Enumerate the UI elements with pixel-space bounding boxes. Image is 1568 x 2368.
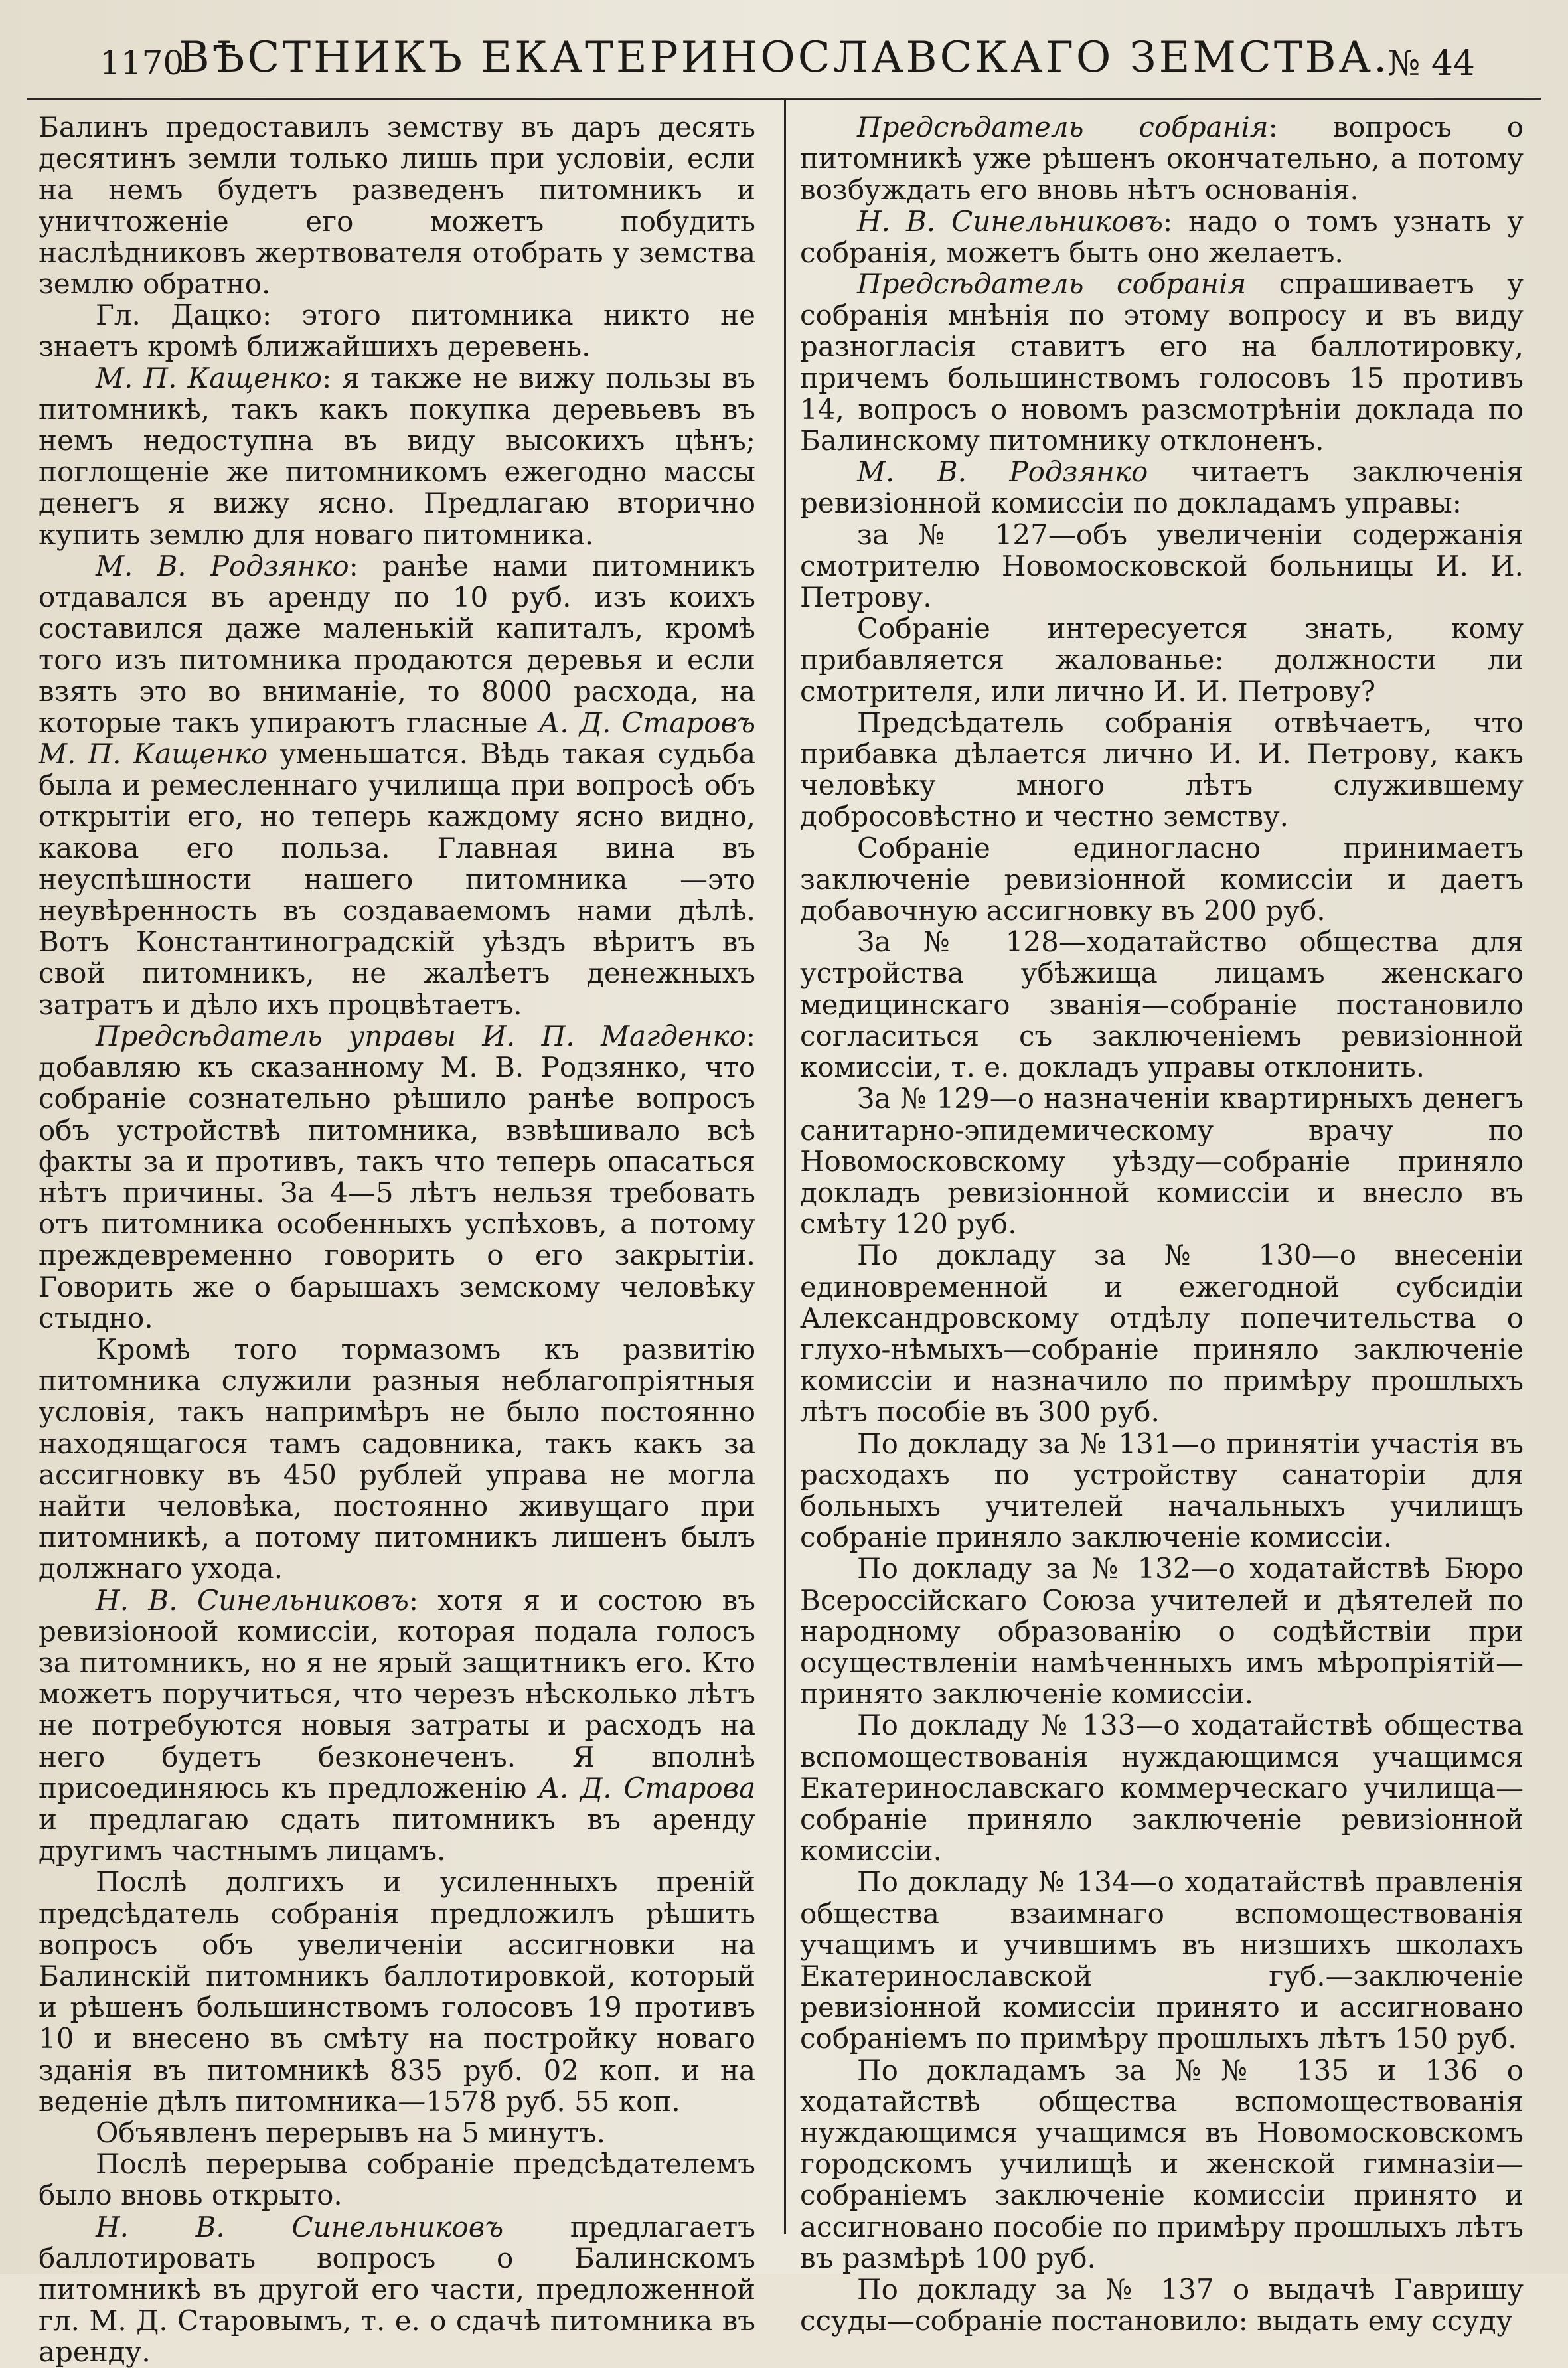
cited-name: А. Д. Старова <box>538 1771 756 1804</box>
speech-text: : я также не вижу пользы въ питомникѣ, такъ какъ покупка деревьевъ въ немъ недоступна въ виду высокихъ цѣнъ; поглощеніе же питомникомъ ежегодно массы денегъ я вижу ясно. Предлагаю вторично купить землю для новаго питомника. <box>39 361 755 551</box>
paragraph: Балинъ предоставилъ земству въ даръ десять десятинъ земли только лишь при условіи, если на немъ будетъ разведенъ питомникъ и уничтоженіе его можетъ побудить наслѣдниковъ жертвователя отобрать у земства землю обратно. <box>39 111 755 301</box>
paragraph: По докладу № 133—о ходатайствѣ общества вспомоществованія нуждающимся учащимся Екатеринославскаго коммерческаго училища—собраніе приняло заключеніе ревизіонной комиссіи. <box>800 1709 1524 1867</box>
speech-text: : хотя я и состою въ ревизіоноой комиссіи, которая подала голосъ за питомникъ, но я не ярый защитникъ его. Кто можетъ поручиться, что черезъ нѣсколько лѣтъ не потребуются новыя затраты и расходъ на него будетъ безконеченъ. Я вполнѣ присоединяюсь къ предложенію <box>39 1583 755 1804</box>
paragraph: Послѣ долгихъ и усиленныхъ преній предсѣдатель собранія предложилъ рѣшить вопросъ объ увеличеніи ассигновки на Балинскій питомникъ баллотировкой, который и рѣшенъ большинствомъ голосовъ 19 противъ 10 и внесено въ смѣту на постройку новаго зданія въ питомникѣ 835 руб. 02 коп. и на веденіе дѣлъ питомника—1578 руб. 55 коп. <box>39 1865 755 2118</box>
speaker-name: Предсѣдатель управы И. П. Магденко <box>96 1019 746 1052</box>
cited-names: А. Д. Старовъ М. П. Кащенко <box>39 706 756 771</box>
speaker-name: М. В. Родзянко <box>96 549 349 582</box>
speech-text: : ранѣе нами питомникъ отдавался въ аренду по 10 руб. изъ коихъ составился даже маленькій капиталъ, кромѣ того изъ питомника продаются деревья и если взять это во вниманіе, то 8000 расхода, на которые такъ упираютъ гласные <box>39 549 755 739</box>
paragraph <box>39 550 755 1020</box>
paragraph <box>39 299 755 362</box>
journal-title: ВѢСТНИКЪ ЕКАТЕРИНОСЛАВСКАГО ЗЕМСТВА. <box>178 33 1390 82</box>
page-number: 1170 <box>100 44 185 82</box>
left-column <box>39 112 755 2368</box>
paragraph: Кромѣ того тормазомъ къ развитію питомника служили разныя неблагопріятныя условія, такъ напримѣръ не было постоянно находящагося тамъ садовника, такъ какъ за ассигновку въ 450 рублей управа не могла найти человѣка, постоянно живущаго при питомникѣ, а потому питомникъ лишенъ былъ должнаго ухода. <box>39 1332 755 1585</box>
speech-text: читаетъ заключенія ревизіонной комиссіи по докладамъ управы: <box>800 455 1524 520</box>
speech-text: : этого питомника никто не знаетъ кромѣ ближайшихъ деревень. <box>39 299 756 363</box>
paragraph <box>800 206 1524 268</box>
paragraph: По докладу за № 130—о внесеніи единовременной и ежегодной субсидіи Александровскому отдѣлу попечительства о глухо-нѣмыхъ—собраніе приняло заключеніе комиссіи и назначило по примѣру прошлыхъ лѣтъ пособіе въ 300 руб. <box>800 1239 1524 1429</box>
paragraph: Собраніе единогласно принимаетъ заключеніе ревизіонной комиссіи и даетъ добавочную ассигновку въ 200 руб. <box>800 831 1524 927</box>
page-header <box>40 19 1528 98</box>
paragraph: По докладу № 134—о ходатайствѣ правленія общества взаимнаго вспомоществованія учащимъ и учившимъ въ низшихъ школахъ Екатеринославской губ.—заключеніе ревизіонной комиссіи принято и ассигновано собраніемъ по примѣру прошлыхъ лѣтъ 150 руб. <box>800 1865 1524 2055</box>
paragraph: За № 129—о назначеніи квартирныхъ денегъ санитарно-эпидемическому врачу по Новомосковскому уѣзду—собраніе приняло докладъ ревизіонной комиссіи и внесло въ смѣту 120 руб. <box>800 1082 1524 1241</box>
issue-number: № 44 <box>1387 44 1475 84</box>
paragraph <box>39 362 755 550</box>
paragraph: По докладу за № 131—о принятіи участія въ расходахъ по устройству санаторіи для больныхъ учителей начальныхъ училищъ собраніе приняло заключеніе комиссіи. <box>800 1427 1524 1554</box>
speech-text: : надо о томъ узнать у собранія, можетъ быть оно желаетъ. <box>800 204 1524 269</box>
speech-text: уменьшатся. Вѣдь такая судьба была и ремесленнаго училища при вопросѣ объ открытіи его, но теперь каждому ясно видно, какова его польза. Главная вина въ неуспѣшности нашего питомника —это неувѣренность въ создаваемомъ нами дѣлѣ. Вотъ Константиноградскій уѣздъ вѣритъ въ свой питомникъ, не жалѣетъ денежныхъ затратъ и дѣло ихъ процвѣтаетъ. <box>39 738 755 1021</box>
paragraph: По докладу за № 132—о ходатайствѣ Бюро Всероссійскаго Союза учителей и дѣятелей по народному образованію о содѣйствіи при осуществленіи намѣченныхъ имъ мѣропріятій—принято заключеніе комиссіи. <box>800 1552 1524 1711</box>
speech-text: : вопросъ о питомникѣ уже рѣшенъ окончательно, а потому возбуждать его вновь нѣтъ основанія. <box>800 111 1524 206</box>
speaker-name: Н. В. Синельниковъ <box>857 204 1164 238</box>
paragraph: За № 128—ходатайство общества для устройства убѣжища лицамъ женскаго медицинскаго званія—собраніе постановило согласиться съ заключеніемъ ревизіонной комиссіи, т. е. докладъ управы отклонить. <box>800 925 1524 1084</box>
paragraph: По докладамъ за №№ 135 и 136 о ходатайствѣ общества вспомоществованія нуждающимся учащимся въ Новомосковскомъ городскомъ училищѣ и женской гимназіи—собраніемъ заключеніе комиссіи принято и ассигновано пособіе по примѣру прошлыхъ лѣтъ въ размѣрѣ 100 руб. <box>800 2053 1524 2274</box>
speaker-name: Н. В. Синельниковъ <box>96 1583 409 1617</box>
speaker-name: М. П. Кащенко <box>96 361 323 394</box>
paragraph <box>800 456 1524 518</box>
paragraph: за № 127—объ увеличеніи содержанія смотрителю Новомосковской больницы И. И. Петрову. <box>800 518 1524 614</box>
speaker-name: Предсѣдатель собранія <box>857 268 1247 301</box>
column-divider <box>784 100 786 2234</box>
paragraph: Собраніе интересуется знать, кому прибавляется жалованье: должности ли смотрителя, или лично И. И. Петрову? <box>800 612 1524 708</box>
right-column <box>800 112 1524 2336</box>
paragraph: По докладу за № 137 о выдачѣ Гавришу ссуды—собраніе постановило: выдать ему ссуду <box>800 2273 1524 2337</box>
paragraph <box>800 112 1524 206</box>
speaker-name: Н. В. Синельниковъ <box>96 2210 504 2243</box>
paragraph: Объявленъ перерывъ на 5 минутъ. <box>96 2116 605 2149</box>
speaker-name: М. В. Родзянко <box>857 455 1148 489</box>
speaker-name: Гл. Дацко <box>96 299 262 332</box>
paragraph <box>39 1585 755 1867</box>
paragraph <box>39 1020 755 1334</box>
paragraph <box>39 2211 755 2368</box>
speech-text: спрашиваетъ у собранія мнѣнія по этому вопросу и въ виду разногласія ставитъ его на баллотировку, причемъ большинствомъ голосовъ 15 противъ 14, вопросъ о новомъ разсмотрѣніи доклада по Балинскому питомнику отклоненъ. <box>800 268 1524 457</box>
speech-text: : добавляю къ сказанному М. В. Родзянко, что собраніе сознательно рѣшило ранѣе вопросъ объ устройствѣ питомника, взвѣшивало всѣ факты за и противъ, такъ что теперь опасаться нѣтъ причины. За 4—5 лѣтъ нельзя требовать отъ питомника особенныхъ успѣховъ, а потому преждевременно говорить о его закрытіи. Говорить же о барышахъ земскому человѣку стыдно. <box>39 1019 755 1334</box>
speaker-name: Предсѣдатель собранія <box>857 111 1269 143</box>
paragraph: Послѣ перерыва собраніе предсѣдателемъ было вновь открыто. <box>39 2148 755 2212</box>
paragraph: Предсѣдатель собранія отвѣчаетъ, что прибавка дѣлается лично И. И. Петрову, какъ человѣку много лѣтъ служившему добросовѣстно и честно земству. <box>800 706 1524 833</box>
speech-text: и предлагаю сдать питомникъ въ аренду другимъ частнымъ лицамъ. <box>39 1802 755 1867</box>
paragraph <box>800 268 1524 456</box>
speech-text: предлагаетъ баллотировать вопросъ о Балинскомъ питомникѣ въ другой его части, предложенной гл. М. Д. Старовымъ, т. е. о сдачѣ питомника въ аренду. <box>39 2210 755 2368</box>
